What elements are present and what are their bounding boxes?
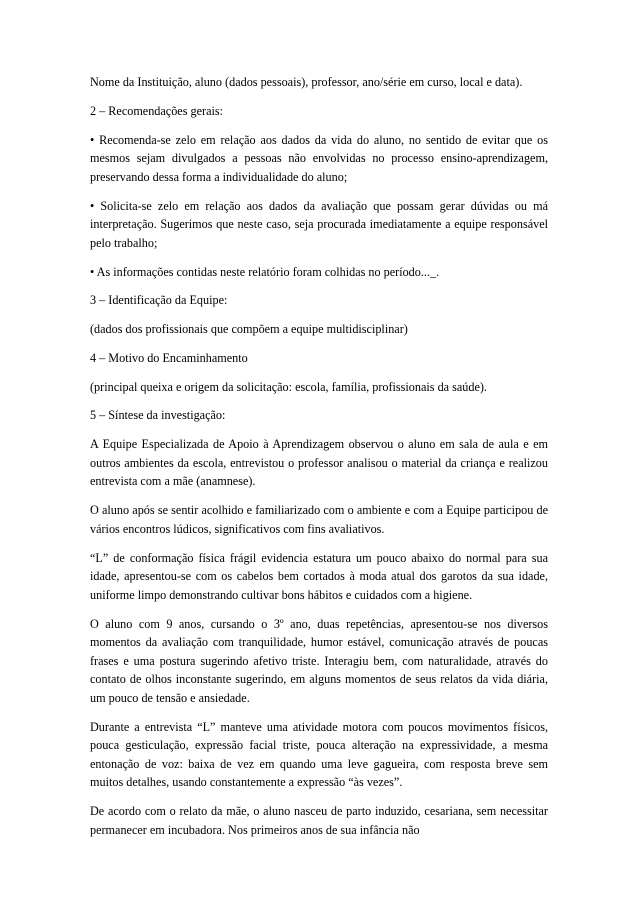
- paragraph-mother-report: De acordo com o relato da mãe, o aluno nasceu de parto induzido, cesariana, sem necessitar permanecer em incubadora. Nos primeiros anos de sua infância não: [90, 804, 548, 837]
- bullet-privacy-evaluation: • Solicita-se zelo em relação aos dados da avaliação que possam gerar dúvidas ou má interpretação. Sugerimos que neste caso, seja procurada imediatamente a equipe responsável pelo trabalho;: [90, 198, 548, 250]
- paragraph-student-participation: O aluno após se sentir acolhido e familiarizado com o ambiente e com a Equipe participou de vários encontros lúdicos, significativos com fins avaliativos.: [90, 503, 548, 536]
- paragraph-team-observation: A Equipe Especializada de Apoio à Aprendizagem observou o aluno em sala de aula e em outros ambientes da escola, entrevistou o professor analisou o material da criança e realizou entrevista com a mãe (anamnese).: [90, 437, 548, 489]
- paragraph-referral-details: (principal queixa e origem da solicitação: escola, família, profissionais da saúde).: [90, 379, 487, 394]
- paragraph-physical-description: “L” de conformação física frágil evidencia estatura um pouco abaixo do normal para sua idade, apresentou-se com os cabelos bem cortados à moda atual dos garotos da sua idade, uniforme limpo demonstrando cultivar bons hábitos e cuidados com a higiene.: [90, 550, 548, 602]
- paragraph-header-info: Nome da Instituição, aluno (dados pessoais), professor, ano/série em curso, local e data).: [90, 75, 523, 89]
- section-heading-synthesis: 5 – Síntese da investigação:: [90, 408, 226, 423]
- document-page: [90, 73, 548, 850]
- paragraph-behavior-evaluation: O aluno com 9 anos, cursando o 3º ano, duas repetências, apresentou-se nos diversos momentos da avaliação com tranquilidade, humor estável, comunicação através de poucas frases e uma postura sugerindo afetivo triste. Interagiu bem, com naturalidade, através do contato de olhos inconstante sugerindo, em alguns momentos de seus relatos da vida diária, um pouco de tensão e ansiedade.: [90, 616, 548, 705]
- paragraph-interview-observation: Durante a entrevista “L” manteve uma atividade motora com poucos movimentos físicos, pouca gesticulação, expressão facial triste, pouca alteração na expressividade, a mesma entonação de voz: baixa de vez em quando uma leve gagueira, com resposta breve sem muitos detalhes, usando constantemente a expressão “às vezes”.: [90, 719, 548, 790]
- bullet-information-period: • As informações contidas neste relatório foram colhidas no período..._.: [90, 264, 440, 279]
- bullet-privacy-student: • Recomenda-se zelo em relação aos dados da vida do aluno, no sentido de evitar que os mesmos sejam divulgados a pessoas não envolvidas no processo ensino-aprendizagem, preservando dessa forma a individualidade do aluno;: [90, 132, 548, 184]
- section-heading-recommendations: 2 – Recomendações gerais:: [90, 103, 223, 118]
- paragraph-team-details: (dados dos profissionais que compõem a equipe multidisciplinar): [90, 322, 408, 337]
- section-heading-team: 3 – Identificação da Equipe:: [90, 293, 228, 308]
- section-heading-referral: 4 – Motivo do Encaminhamento: [90, 350, 248, 365]
